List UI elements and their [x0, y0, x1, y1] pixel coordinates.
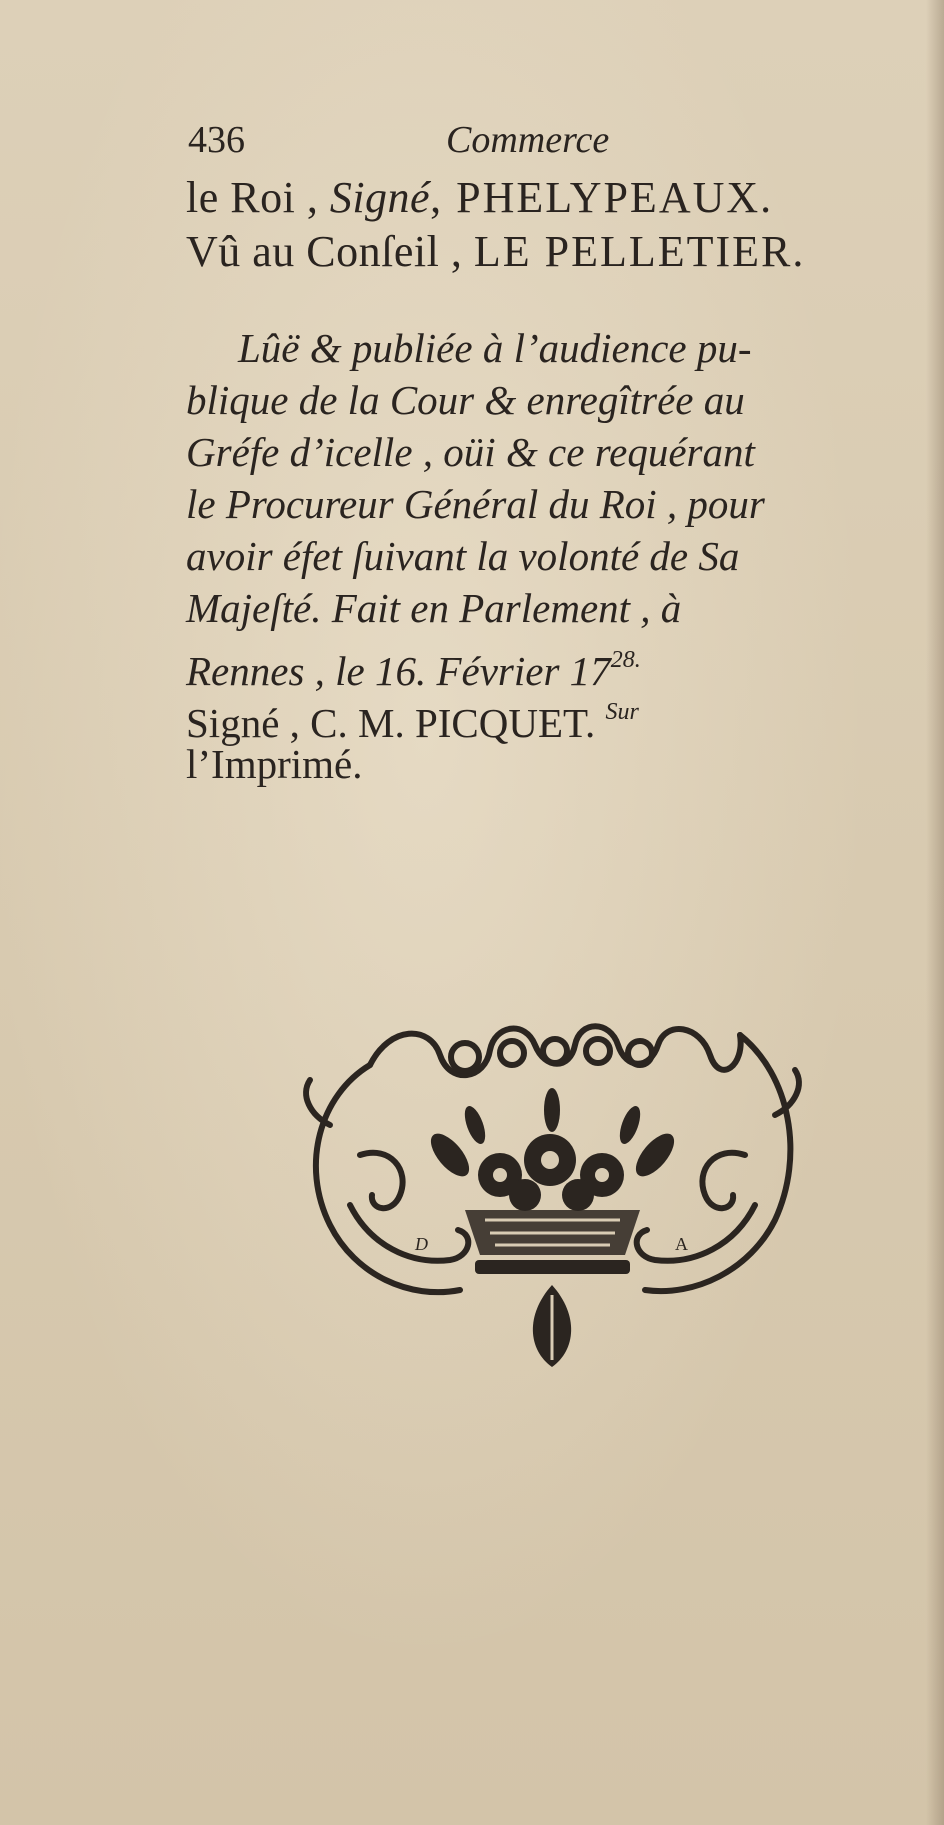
paragraph-line: le Procureur Général du Roi , pour	[186, 481, 765, 527]
signature-line-roi	[186, 172, 906, 230]
svg-text:A: A	[675, 1234, 688, 1254]
paragraph-line-date	[186, 634, 910, 694]
text-le-pelletier: LE PELLETIER.	[473, 227, 806, 276]
text-vu-au-conseil: Vû au Conſeil ,	[186, 227, 474, 276]
paragraph-line: Majeſté. Fait en Parlement , à	[186, 585, 682, 631]
registration-paragraph	[186, 322, 910, 790]
page-number: 436	[188, 119, 245, 161]
signature-line-conseil	[186, 226, 906, 284]
text-le-roi: le Roi ,	[186, 173, 330, 222]
paragraph-line: blique de la Cour & enregîtrée au	[186, 377, 745, 423]
paragraph-line: Gréfe d’icelle , oüi & ce requérant	[186, 429, 755, 475]
text-signe: Signé	[329, 173, 431, 222]
paragraph-line-signature	[186, 686, 910, 746]
paragraph-line: avoir éfet ſuivant la volonté de Sa	[186, 533, 740, 579]
date-year-end: 28.	[610, 647, 641, 673]
paragraph-line: l’Imprimé.	[186, 741, 363, 787]
text-sur: Sur	[605, 699, 639, 725]
date-text: Rennes , le 16. Février 17	[186, 648, 611, 694]
running-head: Commerce	[446, 119, 610, 161]
text-phelypeaux: , PHELYPEAUX.	[430, 173, 774, 222]
paragraph-line: Lûë & publiée à l’audience pu-	[238, 325, 752, 371]
page-header	[188, 118, 888, 168]
floral-basket-vignette-icon	[300, 1005, 805, 1375]
signature-picquet: Signé , C. M. PICQUET.	[186, 700, 596, 746]
svg-text:D: D	[415, 1234, 428, 1254]
page-edge-shadow	[926, 0, 944, 1825]
